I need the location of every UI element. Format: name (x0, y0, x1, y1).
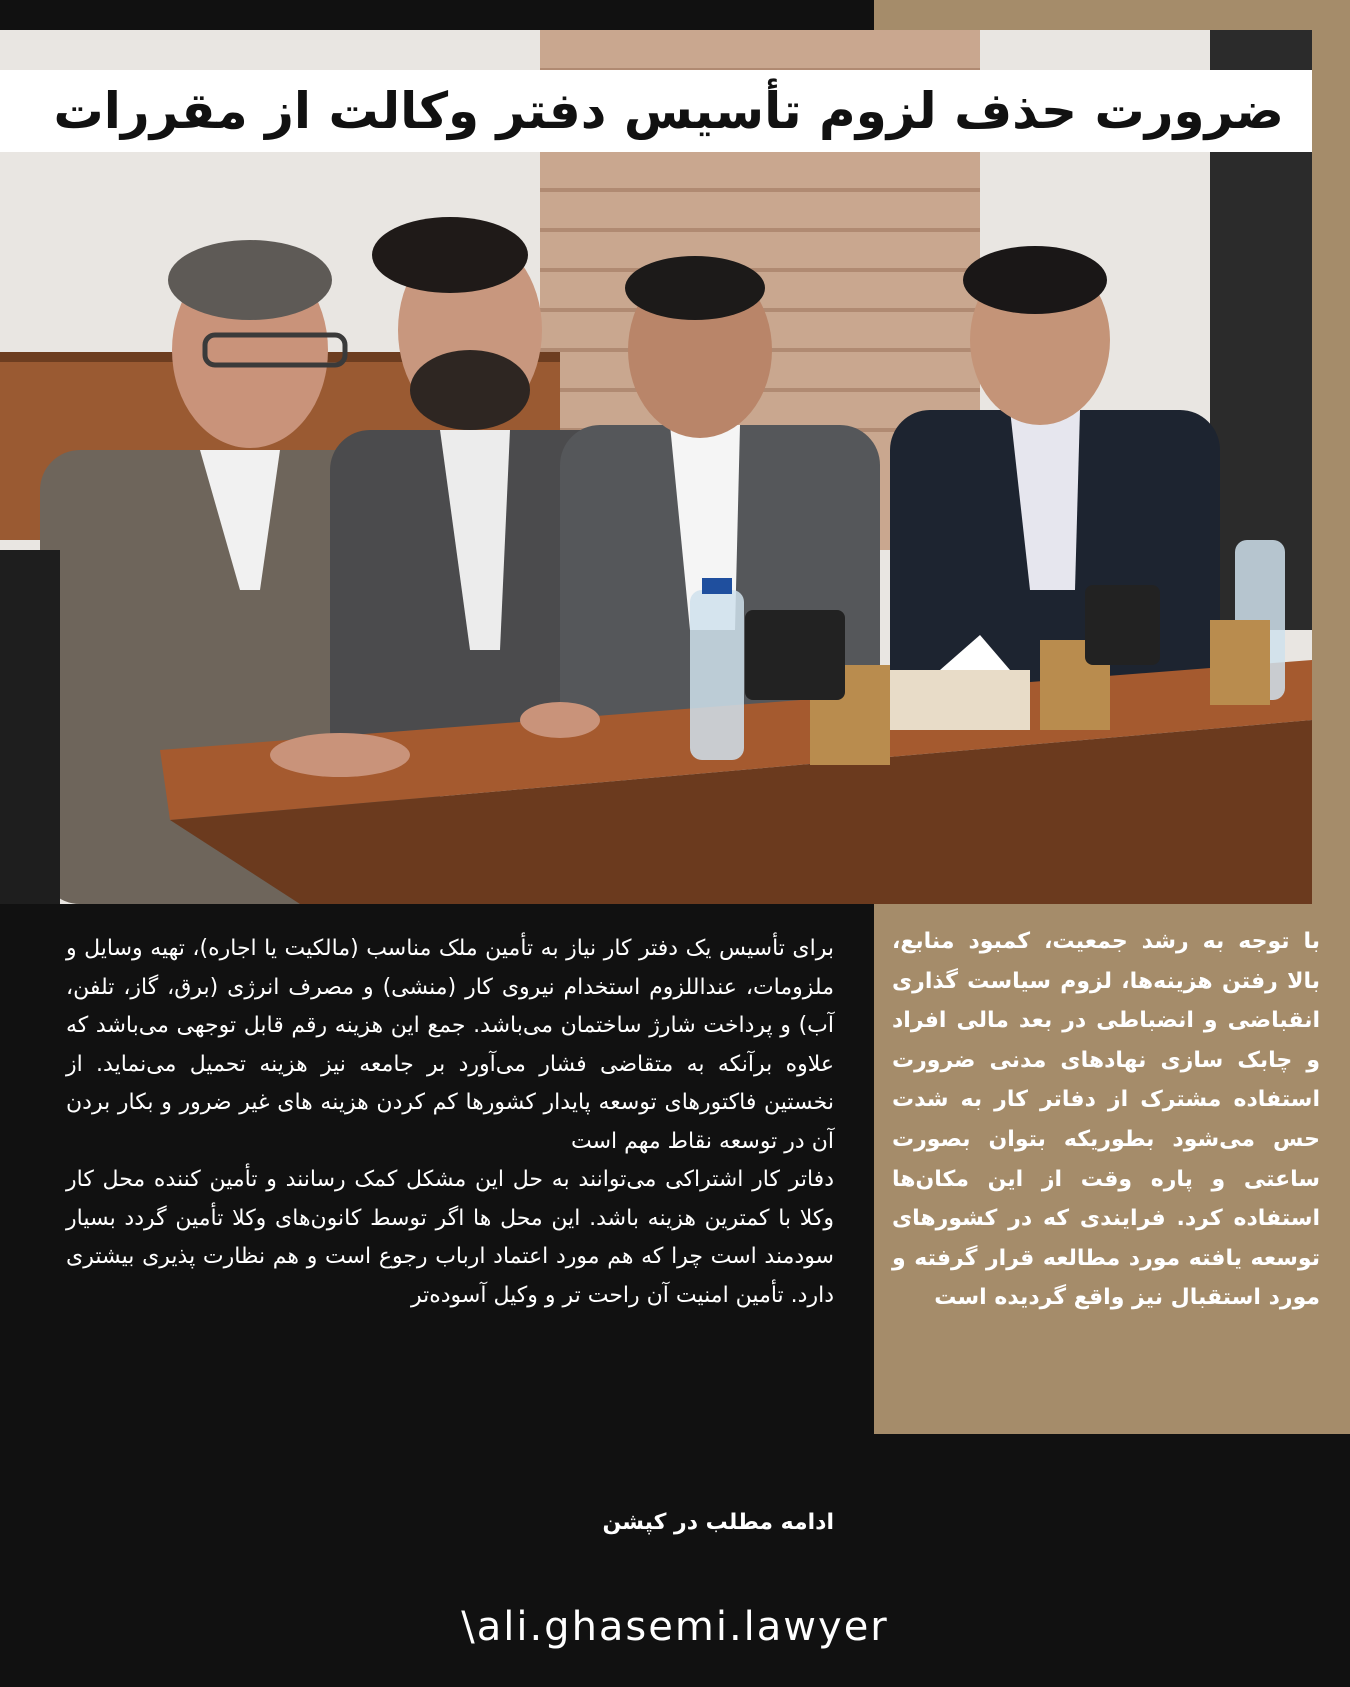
side-column-text: با توجه به رشد جمعیت، کمبود منابع، بالا رفتن هزینه‌ها، لزوم سیاست گذاری انقباضی و انضباطی در بعد مالی افراد و چابک سازی نهادهای مدنی ضرورت استفاده مشترک از دفاتر کار به شدت حس می‌شود بطوریکه بتوان بصورت ساعتی و پاره وقت از این مکان‌ها استفاده کرد. فرایندی که در کشورهای توسعه یافته مورد مطالعه قرار گرفته و مورد استقبال نیز واقع گردیده است (892, 929, 1320, 1311)
main-paragraph-1: برای تأسیس یک دفتر کار نیاز به تأمین ملک مناسب (مالکیت یا اجاره)، تهیه وسایل و ملزومات، عنداللزوم استخدام نیروی کار (منشی) و مصرف انرژی (برق، گاز، تلفن، آب) و پرداخت شارژ ساختمان می‌باشد. جمع این هزینه رقم قابل توجهی می‌باشد که علاوه برآنکه به متقاضی فشار می‌آورد بر جامعه نیز هزینه تحمیل می‌نماید. از نخستین فاکتورهای توسعه پایدار کشورها کم کردن هزینه های غیر ضرور و بکار بردن آن در توسعه نقاط مهم است (66, 936, 834, 1154)
meeting-photo (0, 30, 1312, 904)
headline: ضرورت حذف لزوم تأسیس دفتر وکالت از مقررات (53, 82, 1284, 140)
headline-bar (0, 70, 1312, 152)
main-paragraph-2: دفاتر کار اشتراکی می‌توانند به حل این مشکل کمک رسانند و تأمین کننده محل کار وکلا با کمترین هزینه باشد. این محل ها اگر توسط کانون‌های وکلا تأمین گردد بسیار سودمند است چرا که هم مورد اعتماد ارباب رجوع است و هم نظارت پذیری بیشتری دارد. تأمین امنیت آن راحت تر و وکیل آسوده‌تر (66, 1167, 834, 1308)
author-handle: \ali.ghasemi.lawyer (461, 1604, 889, 1650)
main-column (66, 930, 834, 1315)
continue-in-caption-note: ادامه مطلب در کپشن (602, 1510, 834, 1535)
gold-accent-top (874, 0, 1350, 32)
